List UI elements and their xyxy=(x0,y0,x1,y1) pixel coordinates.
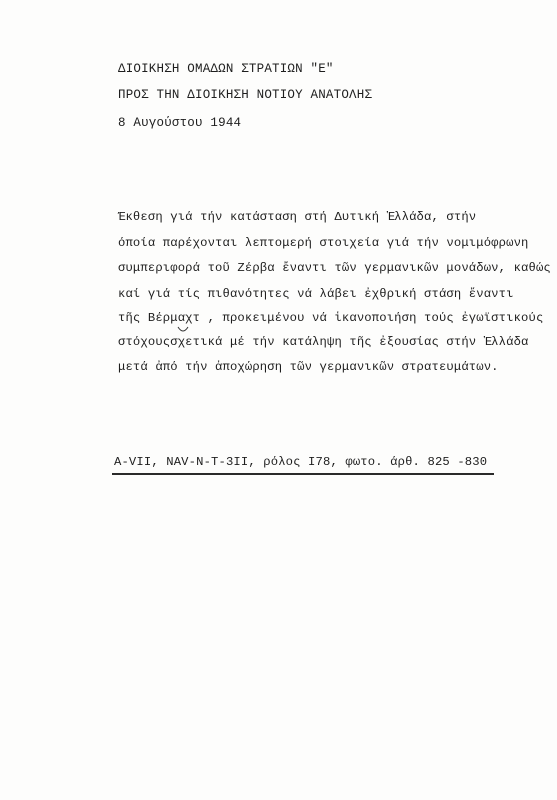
reference-underline xyxy=(112,473,494,475)
handwritten-insert-mark xyxy=(177,326,189,334)
archive-reference: A-VII, NAV-N-T-3II, ρόλος I78, φωτο. άρθ. 825 -830 xyxy=(114,455,488,469)
body-line: όποία παρέχονται λεπτομερή στοιχεία γιά τήν νομιμόφρωνη xyxy=(118,236,529,250)
body-line: τῆς Βέρμαχτ , προκειμένου νά ἱκανοποιήση τούς ἐγωϊστικούς xyxy=(118,311,544,325)
header-line-command: ΔΙΟΙΚΗΣΗ ΟΜΑΔΩΝ ΣΤΡΑΤΙΩΝ "Ε" xyxy=(118,62,334,76)
body-line: στόχουςσχετικά μέ τήν κατάληψη τῆς ἐξουσίας στήν Ἑλλάδα xyxy=(118,335,529,349)
body-line: καί γιά τίς πιθανότητες νά λάβει ἐχθρική στάση ἔναντι xyxy=(118,287,514,301)
header-date: 8 Αυγούστου 1944 xyxy=(118,116,242,130)
body-line: μετά ἀπό τήν ἀποχώρηση τῶν γερμανικῶν στρατευμάτων. xyxy=(118,360,499,374)
body-line: Έκθεση γιά τήν κατάσταση στή Δυτική Ἑλλάδα, στήν xyxy=(118,210,477,224)
header-line-recipient: ΠΡΟΣ ΤΗΝ ΔΙΟΙΚΗΣΗ ΝΟΤΙΟΥ ΑΝΑΤΟΛΗΣ xyxy=(118,88,373,102)
body-line: συμπεριφορά τοῦ Ζέρβα ἔναντι τῶν γερμανικῶν μονάδων, καθώς xyxy=(118,261,551,275)
